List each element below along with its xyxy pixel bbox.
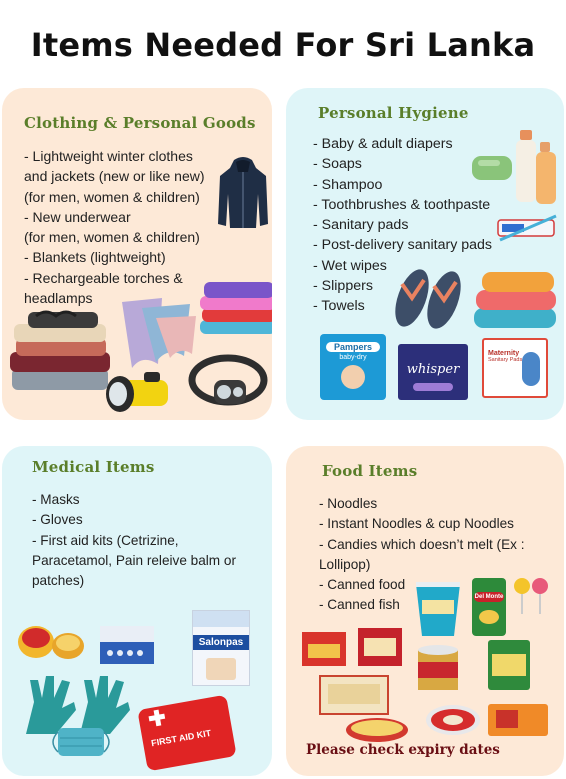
list-item: - Slippers <box>313 278 373 295</box>
medical-panel <box>2 446 272 776</box>
medicine-box-image <box>98 624 156 668</box>
list-item: - Towels <box>313 298 365 315</box>
slippers-image <box>390 264 468 330</box>
list-item: patches) <box>32 573 85 589</box>
whisper-pack-image <box>398 344 468 400</box>
del-monte-can-image <box>472 578 506 636</box>
list-item: - Baby & adult diapers <box>313 136 453 152</box>
toothpaste-image <box>496 212 560 244</box>
list-item: - Candies which doesn’t melt (Ex : <box>319 536 525 552</box>
pampers-pack-image <box>320 334 386 400</box>
list-item: - Canned food <box>319 577 406 593</box>
shampoo-image <box>514 130 558 206</box>
list-item: Paracetamol, Pain releive balm or <box>32 552 236 568</box>
list-item: and jackets (new or like new) <box>24 168 205 185</box>
maternity-pads-image <box>482 338 548 398</box>
del-monte-label: Del Monte <box>474 594 504 600</box>
clothing-heading: Clothing & Personal Goods <box>24 114 256 132</box>
list-item: - Masks <box>32 492 80 507</box>
list-item: - Post-delivery sanitary pads <box>313 237 492 254</box>
maternity-sub-label: Sanitary Pads <box>488 357 523 363</box>
hygiene-heading: Personal Hygiene <box>318 104 469 122</box>
rice-noodles-image <box>318 672 390 718</box>
list-item: - Toothbrushes & toothpaste <box>313 196 491 213</box>
cup-noodles-image <box>414 580 462 638</box>
list-item: - Wet wipes <box>313 257 387 274</box>
pampers-label: Pampers <box>326 342 380 352</box>
first-aid-kit-image <box>137 695 236 772</box>
underwear-image <box>112 294 198 374</box>
list-item: - Noodles <box>319 496 378 511</box>
list-item: - Shampoo <box>313 176 383 193</box>
list-item: - Rechargeable torches & <box>24 269 183 286</box>
pampers-sub-label: baby-dry <box>339 354 367 361</box>
tin-can-image <box>414 644 462 696</box>
towels-image <box>472 268 560 332</box>
list-item: headlamps <box>24 290 93 307</box>
first-aid-label: FIRST AID KIT <box>150 727 212 749</box>
canned-meat-image <box>486 700 550 740</box>
clothing-panel <box>2 88 272 420</box>
list-item: - Sanitary pads <box>313 217 409 234</box>
soap-image <box>470 152 514 182</box>
vegetables-can-image <box>486 638 532 692</box>
blankets-image <box>198 280 272 338</box>
list-item: (for men, women & children) <box>24 188 200 205</box>
list-item: - Soaps <box>313 156 362 173</box>
list-item: - Blankets (lightweight) <box>24 249 166 266</box>
list-item: - First aid kits (Cetrizine, <box>32 532 179 548</box>
list-item: - New underwear <box>24 208 131 225</box>
torch-image <box>104 370 174 420</box>
hygiene-panel <box>286 88 564 420</box>
clothing-list <box>24 146 205 308</box>
food-panel <box>286 446 564 776</box>
list-item: - Gloves <box>32 512 83 528</box>
list-item: - Instant Noodles & cup Noodles <box>319 516 514 532</box>
sardine-can-image <box>424 702 482 738</box>
maternity-label: Maternity <box>488 350 520 357</box>
list-item: (for men, women & children) <box>24 229 200 246</box>
medical-list <box>32 490 236 591</box>
salonpas-label: Salonpas <box>193 635 249 650</box>
salonpas-box-image <box>192 610 250 686</box>
clothes-pile-image <box>6 306 118 398</box>
page-title: Items Needed For Sri Lanka <box>30 26 536 64</box>
mask-image <box>48 722 114 762</box>
list-item: - Canned fish <box>319 597 400 613</box>
food-heading: Food Items <box>322 462 418 480</box>
expiry-notice: Please check expiry dates <box>306 742 500 758</box>
whisper-label: whisper <box>406 362 460 377</box>
instant-noodles-image <box>300 626 406 670</box>
medical-heading: Medical Items <box>32 458 155 476</box>
balm-tins-image <box>16 616 88 662</box>
list-item: - Lightweight winter clothes <box>24 148 193 164</box>
headlamp-image <box>188 350 268 412</box>
lollipops-image <box>512 576 552 616</box>
jacket-image <box>216 154 270 230</box>
list-item: Lollipop) <box>319 556 371 572</box>
